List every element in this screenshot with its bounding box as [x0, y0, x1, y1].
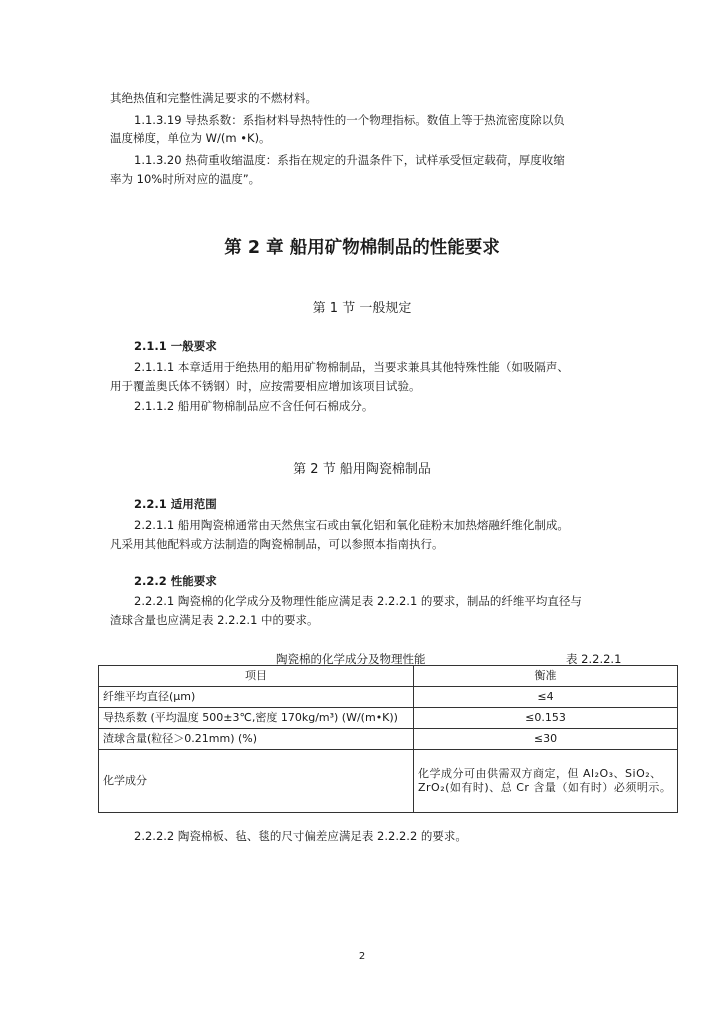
- section-2-line-3: 2.2.2.1 陶瓷棉的化学成分及物理性能应满足表 2.2.2.1 的要求，制品的纤维平均直径与: [134, 594, 582, 608]
- table-cell-item: 渣球含量(粒径＞0.21mm) (%): [99, 729, 414, 750]
- closing-line: 2.2.2.2 陶瓷棉板、毡、毯的尺寸偏差应满足表 2.2.2.2 的要求。: [134, 829, 467, 843]
- table-header-criterion: 衡准: [414, 666, 678, 687]
- section-2-heading-1: 2.2.1 适用范围: [134, 497, 217, 511]
- table-row: [99, 708, 678, 729]
- section-1-title: 第 1 节 一般规定: [312, 301, 412, 316]
- intro-line-1: 其绝热值和完整性满足要求的不燃材料。: [110, 91, 317, 105]
- page-number: 2: [358, 951, 366, 962]
- section-2-heading-2: 2.2.2 性能要求: [134, 574, 217, 588]
- table-caption: 陶瓷棉的化学成分及物理性能: [276, 652, 426, 666]
- table-cell-value: ≤0.153: [414, 708, 678, 729]
- section-2-title: 第 2 节 船用陶瓷棉制品: [293, 462, 431, 477]
- table-row: [99, 687, 678, 708]
- table-row: [99, 729, 678, 750]
- section-2-line-4: 渣球含量也应满足表 2.2.2.1 中的要求。: [110, 613, 319, 627]
- section-1-line-2: 用于覆盖奥氏体不锈钢）时，应按需要相应增加该项目试验。: [110, 379, 421, 393]
- table-cell-item: 化学成分: [99, 750, 414, 813]
- table-cell-value: 化学成分可由供需双方商定，但 Al₂O₃、SiO₂、ZrO₂(如有时)、总 Cr 含量（如有时）必须明示。: [414, 750, 678, 813]
- section-1-line-3: 2.1.1.2 船用矿物棉制品应不含任何石棉成分。: [134, 399, 374, 413]
- chapter-title: 第 2 章 船用矿物棉制品的性能要求: [224, 238, 500, 258]
- table-cell-value: ≤30: [414, 729, 678, 750]
- section-1-line-1: 2.1.1.1 本章适用于绝热用的船用矿物棉制品，当要求兼具其他特殊性能（如吸隔声、: [134, 360, 569, 374]
- table-cell-item: 导热系数 (平均温度 500±3℃,密度 170kg/m³) (W/(m•K)): [99, 708, 414, 729]
- table-cell-value: ≤4: [414, 687, 678, 708]
- section-2-line-1: 2.2.1.1 船用陶瓷棉通常由天然焦宝石或由氧化铝和氧化硅粉末加热熔融纤维化制成。: [134, 518, 569, 532]
- section-1-heading: 2.1.1 一般要求: [134, 339, 217, 353]
- table-cell-item: 纤维平均直径(μm): [99, 687, 414, 708]
- intro-line-5: 率为 10%时所对应的温度”。: [110, 172, 261, 186]
- intro-line-3: 温度梯度，单位为 W/(m •K)。: [110, 131, 271, 145]
- table-row: [99, 750, 678, 813]
- properties-table: [98, 665, 678, 813]
- table-header-item: 项目: [99, 666, 414, 687]
- intro-line-4: 1.1.3.20 热荷重收缩温度：系指在规定的升温条件下，试样承受恒定载荷，厚度收缩: [134, 153, 565, 167]
- section-2-line-2: 凡采用其他配料或方法制造的陶瓷棉制品，可以参照本指南执行。: [110, 537, 444, 551]
- table-number: 表 2.2.2.1: [566, 652, 622, 666]
- table-header-row: [99, 666, 678, 687]
- intro-line-2: 1.1.3.19 导热系数：系指材料导热特性的一个物理指标。数值上等于热流密度除以负: [134, 113, 565, 127]
